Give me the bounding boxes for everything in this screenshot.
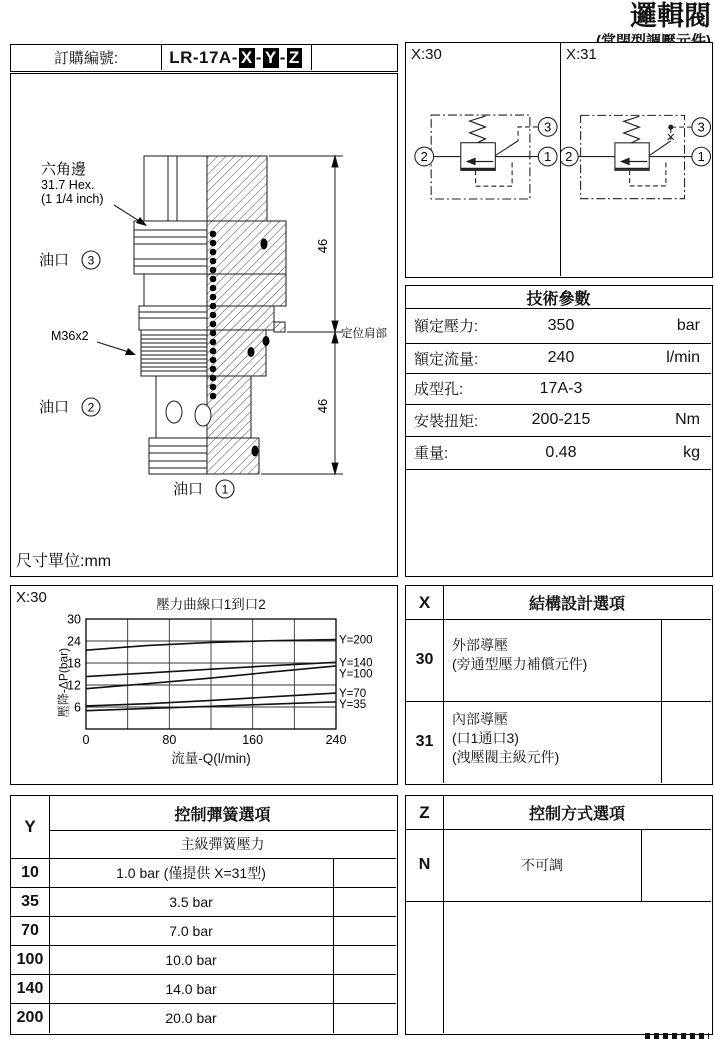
tech-unit xyxy=(626,373,700,404)
order-code-y: Y xyxy=(264,47,277,67)
order-code-prefix: LR-17A- xyxy=(169,47,238,67)
x-tick-label: 80 xyxy=(162,733,177,747)
x-tick-label: 160 xyxy=(242,733,264,747)
order-code-sep2: - xyxy=(279,47,286,67)
schematic-left-label: X:30 xyxy=(411,46,442,63)
x30-port2: 2 xyxy=(420,148,428,164)
valve-drawing xyxy=(11,74,396,544)
y-row-value: 3.5 bar xyxy=(169,893,213,910)
order-code-box xyxy=(10,44,398,72)
x-row-desc-line: (洩壓閥主級元件) xyxy=(452,748,560,765)
y-tick-label: 12 xyxy=(67,678,81,693)
y-row-code: 100 xyxy=(16,950,44,968)
x-table-code-header: X xyxy=(418,592,431,612)
schematic-right-label: X:31 xyxy=(566,46,597,63)
tech-table xyxy=(405,285,713,577)
y-tick-label: 6 xyxy=(74,700,81,715)
z-table-title: 控制方式選項 xyxy=(528,806,625,823)
shoulder-label: 定位肩部 xyxy=(341,328,387,340)
y-table-subtitle: 主級彈簧壓力 xyxy=(180,836,265,852)
order-label: 訂購編號: xyxy=(53,50,119,67)
hex-leader-arrow xyxy=(114,205,147,226)
x-row-desc-line: (旁通型壓力補償元件) xyxy=(452,655,588,672)
tech-label: 額定流量: xyxy=(414,350,479,368)
z-row-value: 不可調 xyxy=(521,857,563,873)
tech-label: 額定壓力: xyxy=(414,318,479,335)
order-code-z: Z xyxy=(288,47,300,67)
x31-port3: 3 xyxy=(697,119,705,135)
port2-label xyxy=(39,398,100,416)
z-table-code-header: Z xyxy=(419,802,430,822)
y-spring-table xyxy=(10,795,398,1035)
z-row-code: N xyxy=(418,856,431,873)
order-code xyxy=(161,45,311,70)
tech-value: 0.48 xyxy=(545,443,577,461)
y-table-title: 控制彈簧選項 xyxy=(174,806,271,824)
port3-num: 3 xyxy=(87,253,95,268)
valve-drawing-box xyxy=(10,73,398,577)
page-title: 邏輯閥 xyxy=(630,1,711,31)
x-row-desc-line: 外部導壓 xyxy=(452,637,508,653)
y-row-code: 140 xyxy=(16,979,44,997)
port2-text: 油口 xyxy=(39,399,70,416)
port1-num: 1 xyxy=(221,482,229,497)
x-table-title: 結構設計選項 xyxy=(528,596,625,613)
chart-box xyxy=(10,585,398,785)
port3-text: 油口 xyxy=(39,252,70,269)
y-row-code: 10 xyxy=(21,863,39,881)
thread-leader-arrow xyxy=(97,342,136,355)
y-row-value: 7.0 bar xyxy=(169,922,213,939)
curve-label: Y=100 xyxy=(339,668,373,681)
y-table-code-header: Y xyxy=(24,817,36,836)
x-row-desc xyxy=(452,710,559,767)
x-row-code: 30 xyxy=(415,651,434,668)
z-option-table xyxy=(405,795,713,1035)
footer-cropped-text xyxy=(645,1033,709,1039)
valve-section-hatch xyxy=(207,156,286,474)
curve-label: Y=35 xyxy=(339,699,367,712)
y-row-value: 14.0 bar xyxy=(165,980,217,997)
tech-value: 350 xyxy=(547,316,575,334)
x31-port1: 1 xyxy=(697,148,705,164)
y-row-code: 35 xyxy=(21,892,39,910)
dim-46-bottom: 46 xyxy=(315,398,330,414)
y-row-value: 10.0 bar xyxy=(165,951,217,968)
tech-table-title: 技術參數 xyxy=(526,290,591,308)
valve-outline xyxy=(134,156,211,474)
tech-unit: kg xyxy=(683,443,700,461)
chart-panel-label: X:30 xyxy=(16,589,47,606)
x-row-code: 31 xyxy=(415,733,434,750)
curve-label: Y=140 xyxy=(339,657,373,670)
tech-value: 200-215 xyxy=(531,411,591,428)
hex-label-3: (1 1/4 inch) xyxy=(41,192,104,206)
tech-value: 240 xyxy=(547,349,575,366)
thread-label: M36x2 xyxy=(51,329,89,343)
tech-label: 安裝扭矩: xyxy=(414,412,479,430)
port3-label xyxy=(39,251,100,269)
x30-port1: 1 xyxy=(544,148,552,164)
order-divider-2 xyxy=(311,45,312,70)
pressure-curve-chart xyxy=(11,586,396,783)
hex-label-1: 六角邊 xyxy=(41,161,87,178)
y-tick-label: 24 xyxy=(67,634,81,649)
chart-title: 壓力曲線口1到口2 xyxy=(156,597,266,612)
x-row-desc-line: (口1通口3) xyxy=(452,729,519,746)
unit-note: 尺寸單位:mm xyxy=(16,553,112,570)
y-row-code: 70 xyxy=(21,921,39,939)
schematic-x31 xyxy=(561,43,711,276)
tech-unit: bar xyxy=(676,316,700,334)
x30-port3: 3 xyxy=(544,119,552,135)
x31-port2: 2 xyxy=(565,148,573,164)
schematic-x30 xyxy=(406,43,560,276)
x-row-desc-line: 內部導壓 xyxy=(452,711,508,727)
tech-unit: l/min xyxy=(666,349,700,366)
dim-46-top: 46 xyxy=(315,238,330,254)
hex-label-2: 31.7 Hex. xyxy=(41,178,95,192)
order-code-x: X xyxy=(240,47,253,67)
chart-ylabel: 壓降-ΔP(bar) xyxy=(56,647,71,718)
x-row-desc xyxy=(452,636,587,674)
x-tick-label: 0 xyxy=(82,733,90,747)
y-row-code: 200 xyxy=(16,1009,44,1026)
x-option-table xyxy=(405,585,713,785)
curve-label: Y=200 xyxy=(339,634,373,647)
y-row-value: 20.0 bar xyxy=(165,1010,217,1026)
port2-num: 2 xyxy=(87,400,95,415)
y-tick-label: 18 xyxy=(67,656,81,671)
order-code-sep1: - xyxy=(255,47,262,67)
y-tick-label: 30 xyxy=(67,612,81,627)
x-tick-label: 240 xyxy=(325,733,347,747)
tech-unit: Nm xyxy=(675,411,700,428)
chart-xlabel: 流量-Q(l/min) xyxy=(171,751,251,766)
port1-label xyxy=(173,480,234,498)
y-row-value: 1.0 bar (僅提供 X=31型) xyxy=(116,864,266,881)
schematic-box xyxy=(405,42,713,278)
tech-value: 17A-3 xyxy=(539,379,583,397)
port1-text: 油口 xyxy=(173,481,204,498)
tech-label: 成型孔: xyxy=(414,381,464,398)
tech-label: 重量: xyxy=(414,445,449,462)
curve-label: Y=70 xyxy=(339,688,367,701)
